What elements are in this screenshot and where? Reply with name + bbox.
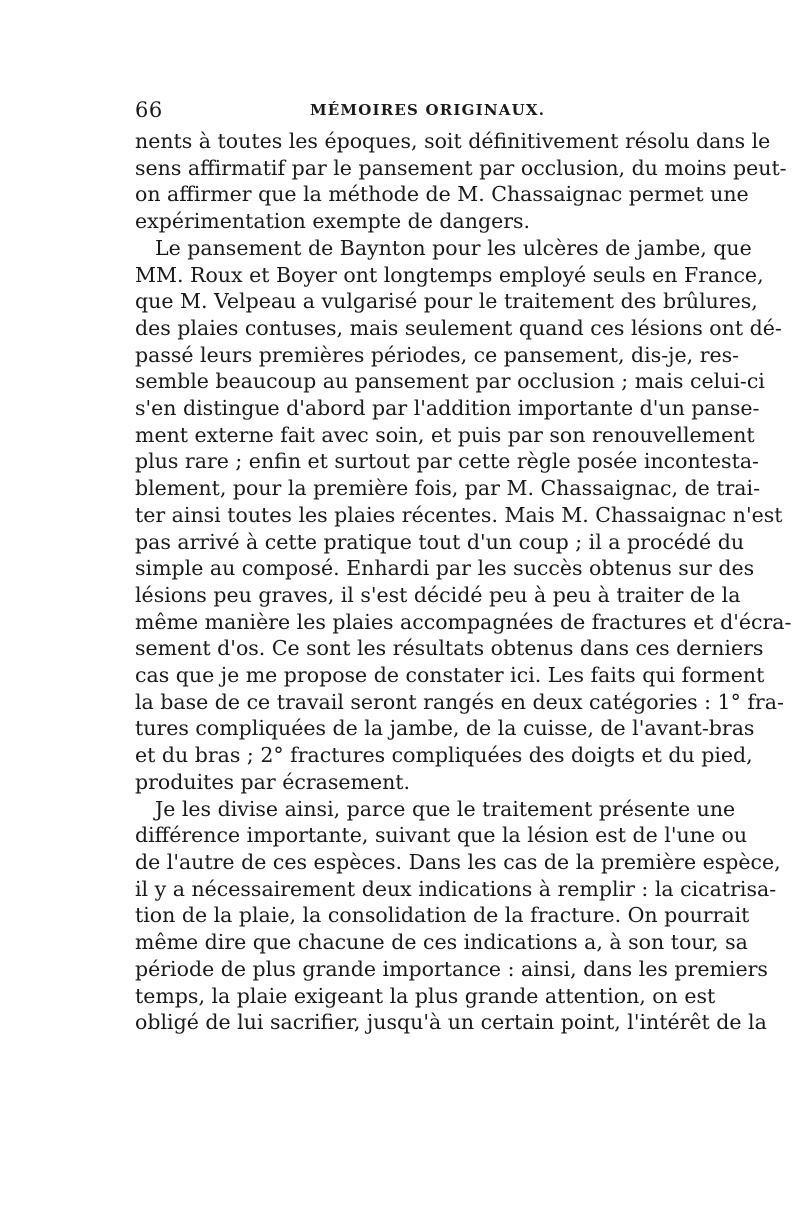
running-title: MÉMOIRES ORIGINAUX. — [310, 101, 546, 119]
text-line: plus rare ; enfin et surtout par cette règle posée incontesta- — [135, 449, 759, 474]
text-line: de l'autre de ces espèces. Dans les cas de la première espèce, — [135, 849, 781, 874]
text-line: temps, la plaie exigeant la plus grande attention, on est — [135, 983, 716, 1008]
text-line: des plaies contuses, mais seulement quand ces lésions ont dé- — [135, 315, 782, 340]
text-line: s'en distingue d'abord par l'addition importante d'un panse- — [135, 396, 760, 421]
text-line: Je les divise ainsi, parce que le traitement présente une — [155, 796, 736, 821]
text-line: même dire que chacune de ces indications a, à son tour, sa — [135, 930, 748, 955]
text-line: sens affirmatif par le pansement par occlusion, du moins peut- — [135, 155, 787, 180]
text-line: ment externe fait avec soin, et puis par son renouvellement — [135, 422, 755, 447]
book-page — [135, 98, 792, 1036]
text-line: produites par écrasement. — [135, 769, 411, 794]
text-line: et du bras ; 2° fractures compliquées des doigts et du pied, — [135, 743, 753, 768]
running-head — [135, 98, 670, 128]
body-text — [135, 128, 792, 1036]
text-line: sement d'os. Ce sont les résultats obtenus dans ces derniers — [135, 636, 764, 661]
text-line: lésions peu graves, il s'est décidé peu à peu à traiter de la — [135, 582, 741, 607]
text-line: MM. Roux et Boyer ont longtemps employé seuls en France, — [135, 262, 764, 287]
text-line: semble beaucoup au pansement par occlusion ; mais celui-ci — [135, 369, 765, 394]
text-line: on affirmer que la méthode de M. Chassaignac permet une — [135, 182, 749, 207]
text-line: tion de la plaie, la consolidation de la fracture. On pourrait — [135, 903, 750, 928]
text-line: la base de ce travail seront rangés en deux catégories : 1° fra- — [135, 689, 784, 714]
text-line: ter ainsi toutes les plaies récentes. Mais M. Chassaignac n'est — [135, 502, 783, 527]
text-line: il y a nécessairement deux indications à remplir : la cicatrisa- — [135, 876, 777, 901]
text-line: passé leurs premières périodes, ce pansement, dis-je, res- — [135, 342, 740, 367]
text-line: cas que je me propose de constater ici. Les faits qui forment — [135, 663, 765, 688]
text-line: blement, pour la première fois, par M. Chassaignac, de trai- — [135, 476, 760, 501]
text-line: même manière les plaies accompagnées de fractures et d'écra- — [135, 609, 792, 634]
text-line: obligé de lui sacrifier, jusqu'à un certain point, l'intérêt de la — [135, 1010, 767, 1035]
text-line: période de plus grande importance : ainsi, dans les premiers — [135, 956, 768, 981]
text-line: différence importante, suivant que la lésion est de l'une ou — [135, 823, 748, 848]
text-line: pas arrivé à cette pratique tout d'un coup ; il a procédé du — [135, 529, 745, 554]
text-line: simple au composé. Enhardi par les succès obtenus sur des — [135, 556, 755, 581]
text-line: que M. Velpeau a vulgarisé pour le traitement des brûlures, — [135, 289, 758, 314]
text-line: expérimentation exempte de dangers. — [135, 209, 531, 234]
text-line: nents à toutes les époques, soit définitivement résolu dans le — [135, 129, 771, 153]
page-number: 66 — [135, 98, 163, 122]
text-line: tures compliquées de la jambe, de la cuisse, de l'avant-bras — [135, 716, 755, 741]
text-line: Le pansement de Baynton pour les ulcères de jambe, que — [155, 235, 752, 260]
